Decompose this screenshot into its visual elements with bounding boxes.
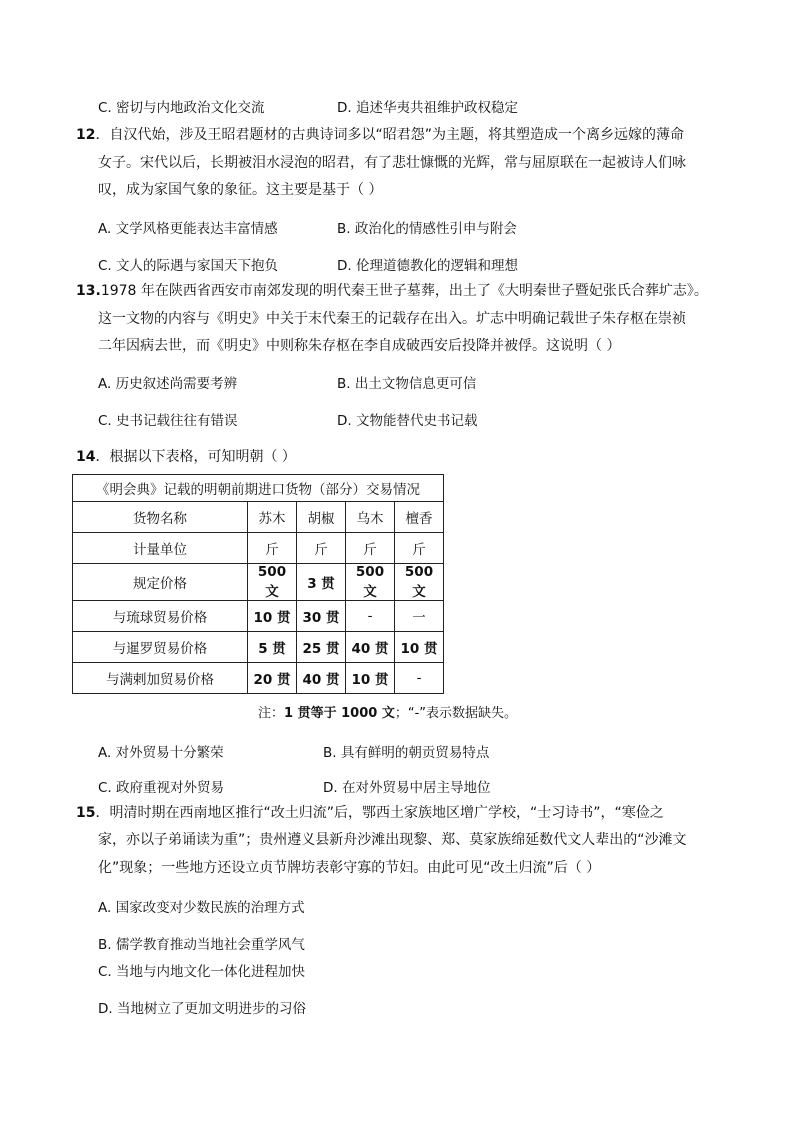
q15-stem-line-3: 化”现象；一些地方还设立贞节牌坊表彰守寡的节妇。由此可见“改土归流”后（ ） [98, 860, 601, 876]
q15-option-c: C. 当地与内地文化一体化进程加快 [98, 964, 306, 980]
q13-stem-line-2: 这一文物的内容与《明史》中关于末代秦王的记载存在出入。圹志中明确记载世子朱存枢在崇祯 [98, 311, 686, 327]
question-number: 14 [76, 449, 96, 465]
q13-stem [76, 280, 708, 300]
table-note [258, 702, 517, 721]
q12-option-b: B. 政治化的情感性引申与附会 [337, 221, 517, 237]
table-cell: 10 贯 [248, 601, 297, 632]
table-cell: 檀香 [395, 502, 444, 533]
table-cell: 规定价格 [73, 564, 248, 601]
table-cell: 30 贯 [297, 601, 346, 632]
q15-stem-line-2: 家，亦以子弟诵读为重”；贵州遵义县新舟沙滩出现黎、郑、莫家族绵延数代文人辈出的“沙滩文 [98, 832, 687, 848]
question-number: 15 [76, 805, 96, 821]
q15-stem [76, 802, 664, 822]
table-cell: 斤 [297, 533, 346, 564]
q15-option-a: A. 国家改变对少数民族的治理方式 [98, 900, 305, 916]
q14-stem [76, 446, 296, 466]
trade-table [72, 474, 444, 694]
table-row [73, 632, 444, 663]
q13-option-d: D. 文物能替代史书记载 [337, 413, 478, 429]
q15-option-d: D. 当地树立了更加文明进步的习俗 [98, 1001, 306, 1017]
question-number: 12 [76, 127, 96, 143]
table-row [73, 601, 444, 632]
table-cell: 25 贯 [297, 632, 346, 663]
table-row [73, 533, 444, 564]
table-cell: 5 贯 [248, 632, 297, 663]
table-cell: 10 贯 [395, 632, 444, 663]
table-cell: 斤 [346, 533, 395, 564]
table-cell: 一 [395, 601, 444, 632]
table-cell: 500 文 [395, 564, 444, 601]
note-conversion: 1 贯等于 1000 文 [284, 706, 395, 721]
q11-option-c: C. 密切与内地政治文化交流 [98, 100, 265, 116]
q13-option-b: B. 出土文物信息更可信 [337, 376, 477, 392]
q12-stem [76, 124, 684, 144]
q12-option-d: D. 伦理道德教化的逻辑和理想 [337, 258, 518, 274]
q15-option-b: B. 儒学教育推动当地社会重学风气 [98, 937, 305, 953]
q11-option-d: D. 追述华夷共祖维护政权稳定 [337, 100, 518, 116]
table-cell: 苏木 [248, 502, 297, 533]
table-cell: 40 贯 [346, 632, 395, 663]
table-cell: 3 贯 [297, 564, 346, 601]
table-cell: 40 贯 [297, 663, 346, 694]
table-cell: 与满剌加贸易价格 [73, 663, 248, 694]
table-cell: 乌木 [346, 502, 395, 533]
table-caption-row [73, 475, 444, 502]
q13-option-c: C. 史书记载往往有错误 [98, 413, 238, 429]
table-row [73, 502, 444, 533]
table-cell: - [395, 663, 444, 694]
table-caption: 《明会典》记载的明朝前期进口货物（部分）交易情况 [73, 475, 444, 502]
table-cell: 货物名称 [73, 502, 248, 533]
table-cell: 斤 [248, 533, 297, 564]
table-cell: - [346, 601, 395, 632]
q15-stem-line-1: ．明清时期在西南地区推行“改土归流”后，鄂西土家族地区增广学校，“士习诗书”，“寒俭之 [95, 805, 664, 821]
q14-option-a: A. 对外贸易十分繁荣 [98, 745, 224, 761]
q12-option-c: C. 文人的际遇与家国天下抱负 [98, 258, 279, 274]
table-cell: 500 文 [346, 564, 395, 601]
table-cell: 计量单位 [73, 533, 248, 564]
q14-option-c: C. 政府重视对外贸易 [98, 780, 225, 796]
q14-stem-text: ．根据以下表格，可知明朝（ ） [95, 449, 296, 465]
q14-option-d: D. 在对外贸易中居主导地位 [323, 780, 491, 796]
question-number: 13. [76, 283, 101, 299]
q12-stem-line-3: 叹，成为家国气象的象征。这主要是基于（ ） [98, 182, 383, 198]
table-cell: 胡椒 [297, 502, 346, 533]
table-row [73, 564, 444, 601]
table-cell: 斤 [395, 533, 444, 564]
note-prefix: 注： [258, 706, 285, 721]
table-cell: 500 文 [248, 564, 297, 601]
q12-stem-line-1: ．自汉代始，涉及王昭君题材的古典诗词多以“昭君怨”为主题，将其塑造成一个离乡远嫁的薄命 [95, 127, 684, 143]
table-row [73, 663, 444, 694]
table-cell: 10 贯 [346, 663, 395, 694]
q14-option-b: B. 具有鲜明的朝贡贸易特点 [323, 745, 490, 761]
table-cell: 与琉球贸易价格 [73, 601, 248, 632]
q13-stem-line-1: 1978 年在陕西省西安市南郊发现的明代秦王世子墓葬，出土了《大明秦世子暨妃张氏合葬圹志》。 [100, 283, 708, 299]
q13-option-a: A. 历史叙述尚需要考辨 [98, 376, 238, 392]
table-cell: 与暹罗贸易价格 [73, 632, 248, 663]
q12-stem-line-2: 女子。宋代以后，长期被泪水浸泡的昭君，有了悲壮慷慨的光辉，常与屈原联在一起被诗人们咏 [98, 155, 686, 171]
q12-option-a: A. 文学风格更能表达丰富情感 [98, 221, 278, 237]
note-suffix: ；“-”表示数据缺失。 [394, 706, 517, 721]
table-cell: 20 贯 [248, 663, 297, 694]
q13-stem-line-3: 二年因病去世，而《明史》中则称朱存枢在李自成破西安后投降并被俘。这说明（ ） [98, 338, 621, 354]
